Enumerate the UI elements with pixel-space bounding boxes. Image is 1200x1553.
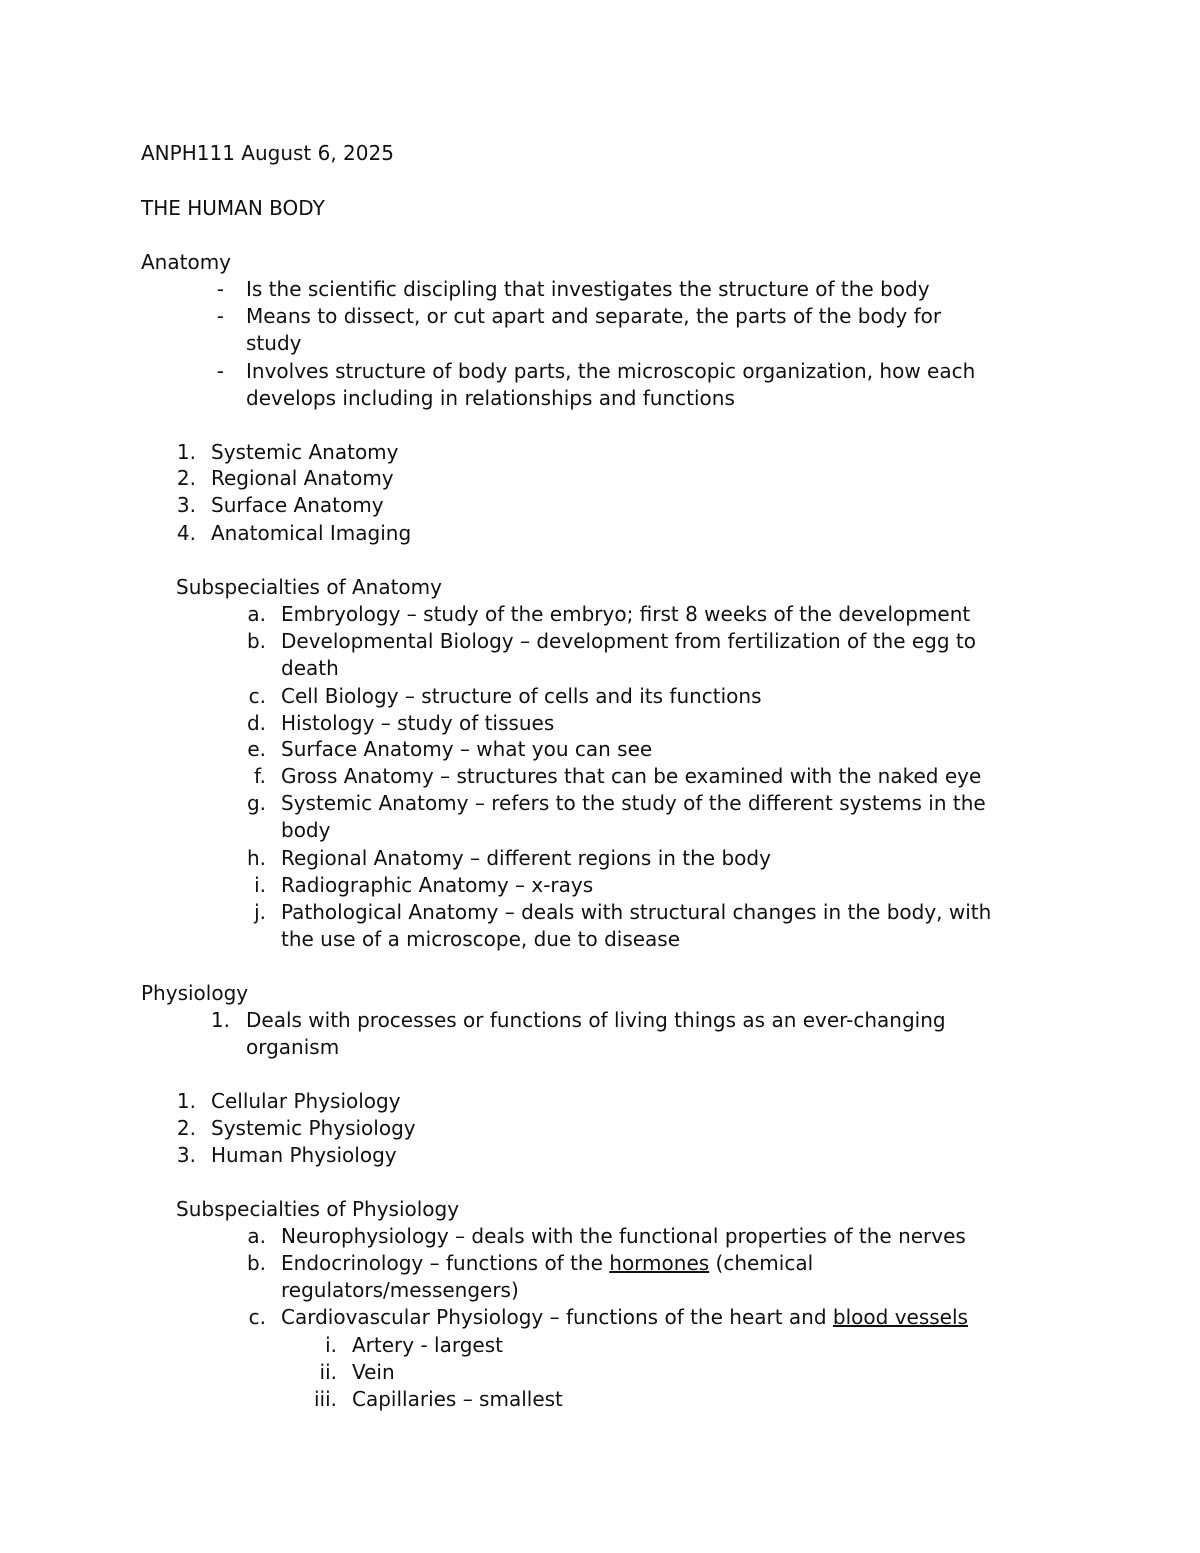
list-marker: h. [246,846,266,870]
document-title: THE HUMAN BODY [141,196,325,220]
anatomy-heading: Anatomy [141,250,232,274]
course-date-line: ANPH111 August 6, 2025 [141,141,394,165]
endocrinology-text: Endocrinology – functions of the [281,1251,610,1275]
physiology-definition-line-2: organism [246,1035,340,1059]
anatomy-bullet-2-line-1: Means to dissect, or cut apart and separate, the parts of the body for [246,304,942,328]
list-marker: 2. [176,1116,196,1140]
subspecialty-item: Radiographic Anatomy – x-rays [281,873,594,897]
list-marker: e. [247,737,266,761]
physiology-subspecialties-heading: Subspecialties of Physiology [176,1197,460,1221]
hormones-link[interactable]: hormones [609,1251,710,1275]
list-marker: b. [246,1251,266,1275]
list-marker: f. [254,764,266,788]
subspecialty-item: Gross Anatomy – structures that can be examined with the naked eye [281,764,982,788]
subspecialty-item-continued: the use of a microscope, due to disease [281,927,681,951]
list-marker: a. [247,602,266,626]
anatomy-type-item: Systemic Anatomy [211,440,399,464]
anatomy-type-item: Regional Anatomy [211,466,394,490]
subspecialty-item: Cell Biology – structure of cells and its functions [281,684,762,708]
subspecialty-item: Embryology – study of the embryo; first 8 weeks of the development [281,602,971,626]
list-marker: 1. [176,1089,196,1113]
bullet-marker: - [216,277,224,301]
vessel-item: Artery - largest [352,1333,503,1357]
vessel-item: Vein [352,1360,395,1384]
anatomy-subspecialties-heading: Subspecialties of Anatomy [176,575,442,599]
physiology-definition-line-1: Deals with processes or functions of living things as an ever-changing [246,1008,946,1032]
list-marker: iii. [313,1387,337,1411]
list-marker: g. [246,791,266,815]
anatomy-type-item: Surface Anatomy [211,493,384,517]
blood-vessels-link[interactable]: blood vessels [832,1305,968,1329]
subspecialty-item: Developmental Biology – development from fertilization of the egg to [281,629,976,653]
list-marker: 2. [176,466,196,490]
subspecialty-item: Regional Anatomy – different regions in the body [281,846,771,870]
list-marker: 4. [176,521,196,545]
subspecialty-item: Systemic Anatomy – refers to the study of the different systems in the [281,791,986,815]
subspecialty-item [281,1304,968,1331]
list-marker: 3. [176,1143,196,1167]
subspecialty-item-continued: regulators/messengers) [281,1278,519,1302]
physiology-type-item: Systemic Physiology [211,1116,416,1140]
list-marker: j. [254,900,266,924]
list-marker: a. [247,1224,266,1248]
list-marker: i. [254,873,266,897]
endocrinology-text-tail: (chemical [715,1251,814,1275]
list-marker: 3. [176,493,196,517]
subspecialty-item: Surface Anatomy – what you can see [281,737,653,761]
anatomy-type-item: Anatomical Imaging [211,521,412,545]
list-marker: c. [248,1305,266,1329]
anatomy-bullet-1: Is the scientific discipling that investigates the structure of the body [246,277,930,301]
physiology-type-item: Cellular Physiology [211,1089,401,1113]
list-marker: 1. [210,1008,230,1032]
list-marker: 1. [176,440,196,464]
anatomy-bullet-3-line-1: Involves structure of body parts, the microscopic organization, how each [246,359,976,383]
physiology-type-item: Human Physiology [211,1143,397,1167]
bullet-marker: - [216,359,224,383]
subspecialty-item: Histology – study of tissues [281,711,555,735]
subspecialty-item: Pathological Anatomy – deals with structural changes in the body, with [281,900,992,924]
anatomy-bullet-2-line-2: study [246,331,302,355]
list-marker: c. [248,684,266,708]
subspecialty-item: Neurophysiology – deals with the functional properties of the nerves [281,1224,966,1248]
list-marker: b. [246,629,266,653]
bullet-marker: - [216,304,224,328]
subspecialty-item-continued: body [281,818,331,842]
cardiovascular-text: Cardiovascular Physiology – functions of the heart and [281,1305,833,1329]
anatomy-bullet-3-line-2: develops including in relationships and functions [246,386,735,410]
subspecialty-item-continued: death [281,656,339,680]
subspecialty-item [281,1250,813,1277]
physiology-heading: Physiology [141,981,249,1005]
list-marker: d. [246,711,266,735]
list-marker: i. [325,1333,337,1357]
vessel-item: Capillaries – smallest [352,1387,563,1411]
list-marker: ii. [319,1360,337,1384]
